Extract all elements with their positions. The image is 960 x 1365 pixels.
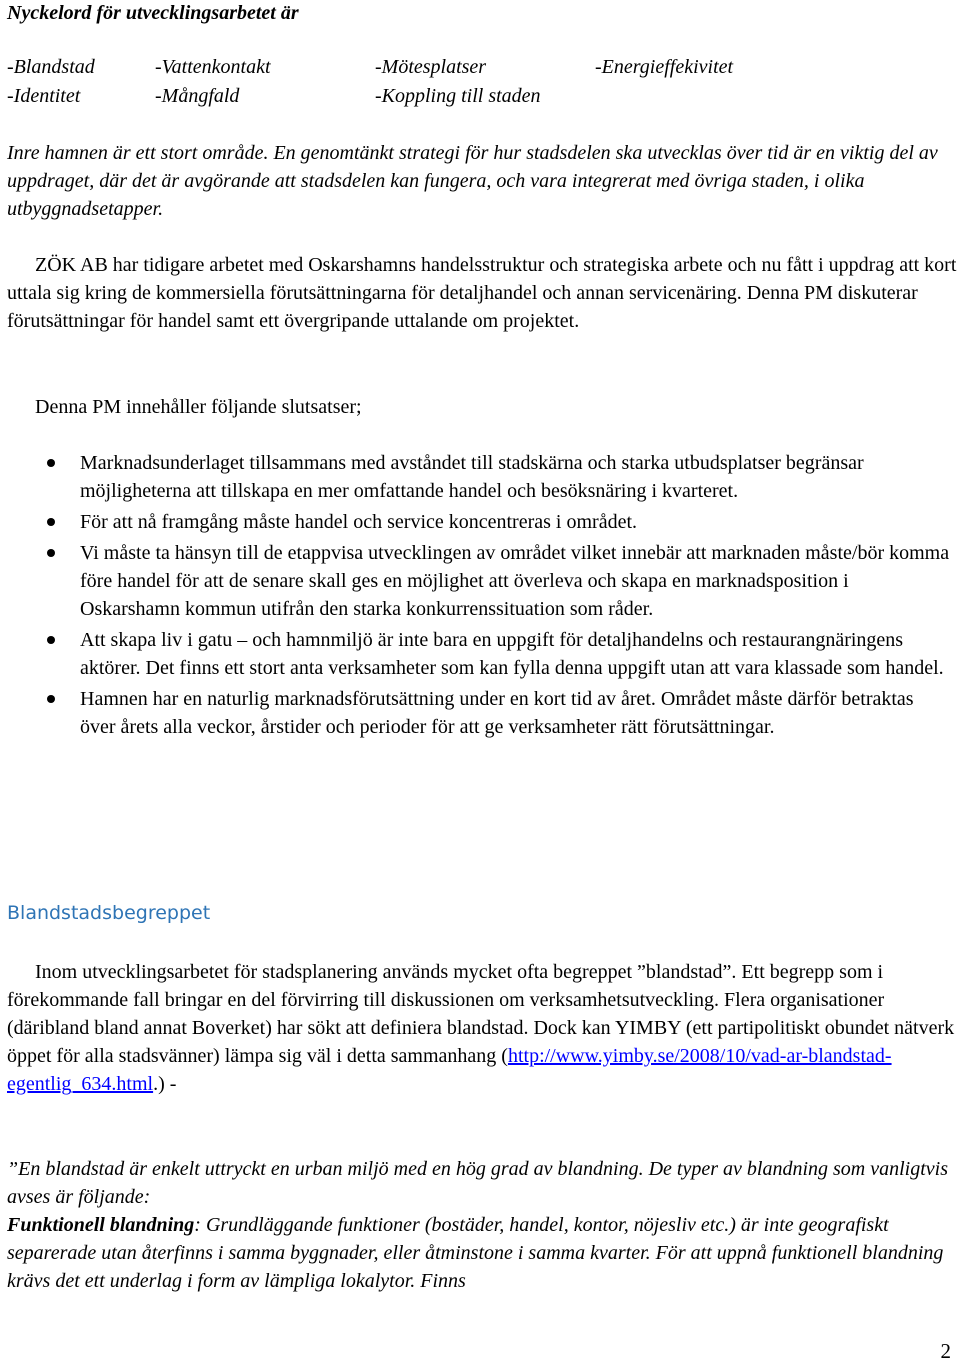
bullet-icon <box>47 695 55 703</box>
list-item <box>7 449 952 505</box>
conclusions-list <box>7 449 952 744</box>
paragraph-text: .) - <box>153 1073 177 1095</box>
yimby-link[interactable]: http://www.yimby.se/2008/10/vad-ar-blandstad-egentlig_634.html <box>7 1045 892 1095</box>
list-item-text: Att skapa liv i gatu – och hamnmiljö är inte bara en uppgift för detaljhandelns och restaurangnäringens aktörer. Det finns ett stort anta verksamheter som kan fylla denna uppgift utan att vara klassade som handel. <box>80 629 944 679</box>
page-number: 2 <box>940 1339 951 1363</box>
keyword: -Blandstad <box>7 56 95 78</box>
keyword: -Identitet <box>7 85 81 107</box>
paragraph-text: Denna PM innehåller följande slutsatser; <box>35 396 362 418</box>
keyword: -Mångfald <box>155 85 240 107</box>
bullet-icon <box>47 459 55 467</box>
quote-text: : Grundläggande funktioner (bostäder, handel, kontor, nöjesliv etc.) är inte geografiskt separerade utan återfinns i samma byggnader, eller åtminstone i samma kvarter. För att uppnå funktionell blandning krävs det ett underlag i form av lämpliga lokalytor. Finns <box>7 1214 944 1292</box>
list-item <box>7 685 952 741</box>
body-paragraph <box>7 251 957 335</box>
quote-intro: ”En blandstad är enkelt uttryckt en urban miljö med en hög grad av blandning. De typer av blandning som vanligtvis avses är följande: <box>7 1158 948 1208</box>
keyword: -Koppling till staden <box>375 85 541 107</box>
list-item-text: Marknadsunderlaget tillsammans med avståndet till stadskärna och starka utbudsplatser begränsar möjligheterna att tillskapa en mer omfattande handel och besöksnäring i kvarteret. <box>80 452 864 502</box>
list-item-text: Vi måste ta hänsyn till de etappvisa utvecklingen av området vilket innebär att marknaden måste/bör komma före handel för att de senare skall ges en möjlighet att överleva och skapa en marknadsposition i Oskarshamn kommun utifrån den starka konkurrenssituation som råder. <box>80 542 950 620</box>
bullet-icon <box>47 549 55 557</box>
list-item <box>7 508 952 536</box>
paragraph-text: Inom utvecklingsarbetet för stadsplanering används mycket ofta begreppet ”blandstad”. Ett begrepp som i förekommande fall bringar en del förvirring till diskussionen om verksamhetsutveckling. Flera organisationer (däribland bland annat Boverket) har sökt att definiera blandstad. Dock kan YIMBY (ett partipolitiskt obundet nätverk öppet för alla stadsvänner) lämpa sig väl i detta sammanhang ( <box>7 961 955 1067</box>
keyword: -Vattenkontakt <box>155 56 271 78</box>
keywords-heading: Nyckelord för utvecklingsarbetet är <box>7 2 299 24</box>
body-paragraph <box>7 393 957 421</box>
intro-paragraph: Inre hamnen är ett stort område. En genomtänkt strategi för hur stadsdelen ska utvecklas över tid är en viktig del av uppdraget, där det är avgörande att stadsdelen kan fungera, och vara integrerat med övriga staden, i olika utbyggnadsetapper. <box>7 142 938 220</box>
list-item-text: Hamnen har en naturlig marknadsförutsättning under en kort tid av året. Området måste därför betraktas över årets alla veckor, årstider och perioder för att ge verksamheter rätt förutsättningar. <box>80 688 914 738</box>
section-heading: Blandstadsbegreppet <box>7 902 211 924</box>
quote-term: Funktionell blandning <box>7 1214 195 1236</box>
list-item-text: För att nå framgång måste handel och service koncentreras i området. <box>80 511 638 533</box>
list-item <box>7 539 952 623</box>
paragraph-text: ZÖK AB har tidigare arbetet med Oskarshamns handelsstruktur och strategiska arbete och nu fått i uppdrag att kort uttala sig kring de kommersiella förutsättningarna för detaljhandel och annan servicenäring. Denna PM diskuterar förutsättningar för handel samt ett övergripande uttalande om projektet. <box>7 254 957 332</box>
keyword: -Mötesplatser <box>375 56 487 78</box>
body-paragraph <box>7 958 957 1098</box>
quote-block <box>7 1155 960 1295</box>
list-item <box>7 626 952 682</box>
bullet-icon <box>47 636 55 644</box>
keyword: -Energieffekivitet <box>595 56 734 78</box>
bullet-icon <box>47 518 55 526</box>
